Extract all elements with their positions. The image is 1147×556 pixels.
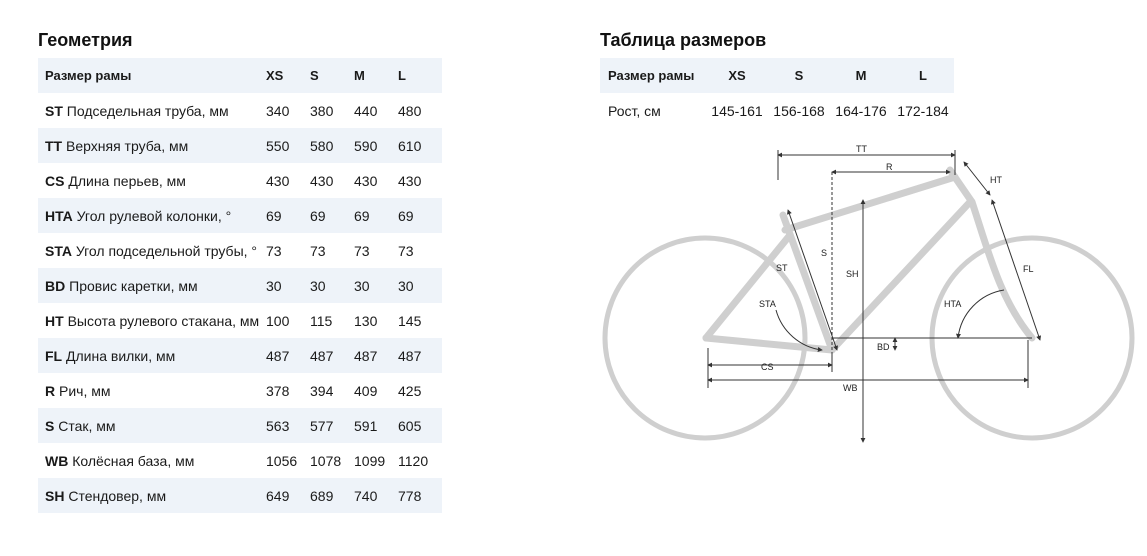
geometry-value: 550 — [266, 137, 290, 154]
geometry-header-size: L — [398, 68, 406, 83]
geometry-row-code: S — [45, 417, 55, 434]
geometry-row-sh — [38, 478, 442, 513]
geometry-row-ht — [38, 303, 442, 338]
geometry-value: 378 — [266, 382, 290, 399]
geometry-value: 30 — [266, 277, 282, 294]
st-label: ST — [776, 263, 788, 273]
r-label: R — [886, 162, 893, 172]
geometry-row-label: Длина вилки, мм — [66, 347, 176, 364]
geometry-value: 69 — [266, 207, 282, 224]
geometry-value: 590 — [354, 137, 378, 154]
size-chart-row-label: Рост, см — [608, 102, 661, 119]
geometry-value: 1078 — [310, 452, 342, 469]
geometry-row-label: Угол рулевой колонки, ° — [76, 207, 232, 224]
geometry-row-label: Стендовер, мм — [68, 487, 167, 504]
geometry-row-wb — [38, 443, 442, 478]
bike-geometry-diagram — [600, 140, 1145, 450]
geometry-row-name — [38, 233, 266, 268]
size-chart-value: 164-176 — [835, 102, 887, 119]
geometry-row-name — [38, 373, 266, 408]
bd-label: BD — [877, 342, 890, 352]
size-chart-value: 156-168 — [773, 102, 825, 119]
geometry-value: 580 — [310, 137, 334, 154]
geometry-value: 610 — [398, 137, 422, 154]
geometry-row-label: Верхняя труба, мм — [66, 137, 189, 154]
geometry-value: 487 — [310, 347, 334, 364]
head-tube — [950, 170, 972, 202]
geometry-value: 605 — [398, 417, 422, 434]
geometry-value: 778 — [398, 487, 422, 504]
geometry-row-label: Высота рулевого стакана, мм — [67, 312, 260, 329]
geometry-value: 409 — [354, 382, 378, 399]
geometry-value: 69 — [310, 207, 326, 224]
geometry-row-name — [38, 163, 266, 198]
geometry-value: 1056 — [266, 452, 298, 469]
geometry-row-name — [38, 338, 266, 373]
st-dimension-line — [788, 210, 837, 350]
hta-angle-arc — [958, 290, 1004, 338]
fl-label: FL — [1023, 264, 1034, 274]
geometry-header-row — [38, 58, 442, 93]
geometry-row-label: Провис каретки, мм — [69, 277, 198, 294]
geometry-row-label: Подседельная труба, мм — [66, 102, 229, 119]
size-chart-value: 145-161 — [711, 102, 763, 119]
geometry-value: 689 — [310, 487, 334, 504]
geometry-row-name — [38, 443, 266, 478]
geometry-row-label: Длина перьев, мм — [68, 172, 186, 189]
cs-label: CS — [761, 362, 774, 372]
geometry-value: 430 — [266, 172, 290, 189]
geometry-value: 740 — [354, 487, 378, 504]
geometry-value: 591 — [354, 417, 378, 434]
ht-label: HT — [990, 175, 1002, 185]
geometry-value: 73 — [266, 242, 282, 259]
geometry-value: 480 — [398, 102, 422, 119]
geometry-row-st — [38, 93, 442, 128]
geometry-row-code: TT — [45, 137, 63, 154]
geometry-value: 487 — [398, 347, 422, 364]
geometry-value: 649 — [266, 487, 290, 504]
size-chart-header-size: S — [794, 68, 804, 83]
geometry-value: 145 — [398, 312, 422, 329]
geometry-value: 1099 — [354, 452, 386, 469]
geometry-value: 425 — [398, 382, 422, 399]
geometry-header-size: M — [354, 68, 365, 83]
geometry-title: Геометрия — [38, 30, 133, 50]
geometry-value: 73 — [310, 242, 326, 259]
geometry-row-name — [38, 128, 266, 163]
geometry-row-fl — [38, 338, 442, 373]
geometry-row-label: Угол подседельной трубы, ° — [75, 242, 258, 259]
geometry-row-tt — [38, 128, 442, 163]
geometry-value: 430 — [398, 172, 422, 189]
size-chart-header-label: Размер рамы — [608, 68, 695, 83]
hta-label: HTA — [944, 299, 962, 309]
geometry-row-cs — [38, 163, 442, 198]
geometry-row-code: HTA — [45, 207, 73, 224]
s-label: S — [821, 248, 828, 258]
geometry-row-code: STA — [45, 242, 72, 259]
size-chart-row-height — [600, 93, 954, 128]
geometry-row-code: CS — [45, 172, 65, 189]
geometry-value: 130 — [354, 312, 378, 329]
geometry-value: 115 — [310, 312, 333, 329]
geometry-row-label: Рич, мм — [59, 382, 111, 399]
geometry-row-code: SH — [45, 487, 65, 504]
geometry-row-code: R — [45, 382, 56, 399]
geometry-header-size: S — [310, 68, 319, 83]
geometry-row-code: BD — [45, 277, 66, 294]
geometry-value: 30 — [398, 277, 414, 294]
geometry-value: 380 — [310, 102, 334, 119]
geometry-row-name — [38, 408, 266, 443]
top-tube — [785, 177, 955, 230]
size-chart-title: Таблица размеров — [600, 30, 767, 50]
geometry-row-bd — [38, 268, 442, 303]
geometry-header-size: XS — [266, 68, 284, 83]
size-chart-table — [600, 58, 954, 128]
geometry-value: 340 — [266, 102, 290, 119]
size-chart-header-row — [600, 58, 954, 93]
geometry-row-sta — [38, 233, 442, 268]
geometry-row-s — [38, 408, 442, 443]
geometry-value: 487 — [266, 347, 290, 364]
wb-label: WB — [843, 383, 858, 393]
geometry-value: 563 — [266, 417, 290, 434]
geometry-value: 73 — [354, 242, 370, 259]
bike-frame — [706, 170, 1032, 350]
geometry-value: 69 — [354, 207, 370, 224]
geometry-value: 430 — [310, 172, 334, 189]
geometry-row-label: Колёсная база, мм — [72, 452, 195, 469]
geometry-row-hta — [38, 198, 442, 233]
geometry-row-name — [38, 198, 266, 233]
geometry-value: 577 — [310, 417, 334, 434]
geometry-row-name — [38, 93, 266, 128]
geometry-row-name — [38, 268, 266, 303]
geometry-row-r — [38, 373, 442, 408]
geometry-value: 440 — [354, 102, 378, 119]
geometry-value: 487 — [354, 347, 378, 364]
geometry-value: 1120 — [398, 452, 429, 469]
geometry-value: 430 — [354, 172, 378, 189]
geometry-row-code: HT — [45, 312, 64, 329]
geometry-value: 30 — [354, 277, 370, 294]
geometry-header-label: Размер рамы — [45, 68, 132, 83]
geometry-table — [38, 58, 442, 513]
size-chart-header-size: L — [919, 68, 927, 83]
size-chart-value: 172-184 — [897, 102, 949, 119]
size-chart-header-size: XS — [728, 68, 746, 83]
geometry-row-name — [38, 303, 266, 338]
geometry-value: 69 — [398, 207, 414, 224]
geometry-value: 73 — [398, 242, 414, 259]
geometry-row-code: ST — [45, 102, 63, 119]
geometry-row-name — [38, 478, 266, 513]
geometry-row-code: FL — [45, 347, 63, 364]
geometry-value: 100 — [266, 312, 290, 329]
geometry-row-label: Стак, мм — [58, 417, 116, 434]
tt-label: TT — [856, 144, 867, 154]
geometry-row-code: WB — [45, 452, 69, 469]
sta-label: STA — [759, 299, 776, 309]
size-chart-header-size: M — [855, 68, 867, 83]
geometry-value: 30 — [310, 277, 326, 294]
sh-label: SH — [846, 269, 859, 279]
geometry-value: 394 — [310, 382, 334, 399]
